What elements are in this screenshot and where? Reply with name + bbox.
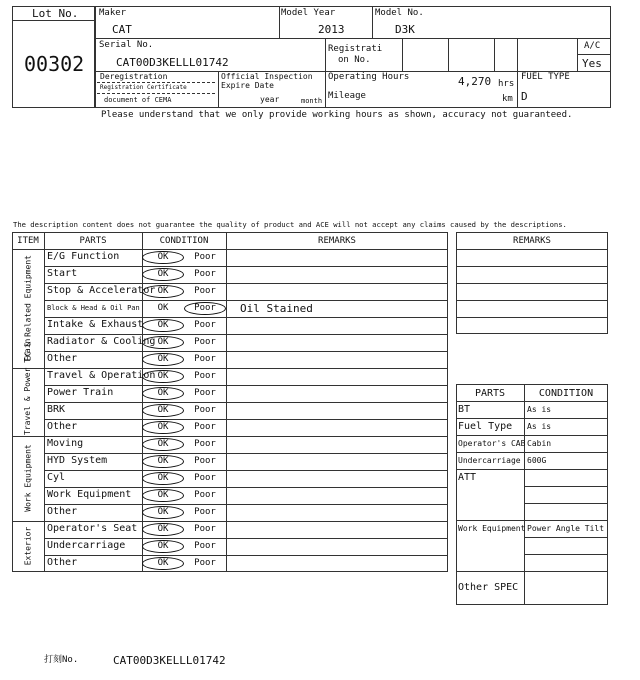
model-no-value: D3K (395, 23, 415, 36)
condition-row (44, 351, 448, 368)
spec-condition: 600G (527, 456, 547, 465)
part-name: BRK (47, 404, 66, 415)
km-unit: km (502, 94, 513, 104)
ok-option[interactable]: OK (157, 456, 169, 466)
selected-circle (142, 557, 184, 570)
part-name: Block & Head & Oil Pan (47, 304, 140, 312)
hrs-unit: hrs (498, 79, 515, 89)
selected-circle (142, 336, 184, 349)
document-of-cema-label: document of CEMA (104, 96, 172, 104)
part-name: HYD System (47, 455, 108, 466)
model-year-value: 2013 (318, 23, 345, 36)
poor-option[interactable]: Poor (194, 269, 216, 279)
poor-option[interactable]: Poor (194, 541, 216, 551)
selected-circle (142, 472, 184, 485)
part-name: Undercarriage (47, 540, 126, 551)
ok-option[interactable]: OK (157, 388, 169, 398)
lot-number: 00302 (24, 52, 85, 76)
part-name: Other (47, 557, 78, 568)
fuel-type-value: D (521, 90, 528, 103)
group-label: Exterior (23, 526, 32, 565)
poor-option[interactable]: Poor (194, 507, 216, 517)
model-no-label: Model No. (375, 8, 424, 18)
registration-no-label-2: on No. (338, 55, 371, 65)
spec-condition: Cabin (527, 439, 552, 448)
description-disclaimer: The description content does not guarantee the quality of product and ACE will not accept any claims caused by the descriptions. (13, 220, 567, 229)
spec-condition: As is (527, 405, 552, 414)
condition-row (44, 402, 448, 419)
spec-part: BT (458, 404, 471, 415)
registration-certificate-label: Registration Certificate (100, 84, 187, 91)
selected-circle (142, 353, 184, 366)
poor-option[interactable]: Poor (194, 286, 216, 296)
part-name: Other (47, 353, 78, 364)
selected-circle (142, 438, 184, 451)
poor-option[interactable]: Poor (194, 456, 216, 466)
selected-circle (142, 489, 184, 502)
spec-part: Operator's CAB (458, 439, 526, 448)
selected-circle (142, 319, 184, 332)
condition-row (44, 419, 448, 436)
poor-option[interactable]: Poor (194, 558, 216, 568)
selected-circle (142, 285, 184, 298)
poor-option[interactable]: Poor (194, 405, 216, 415)
selected-circle (142, 506, 184, 519)
operating-hours-label: Operating Hours (328, 72, 410, 82)
part-name: Intake & Exhaust (47, 319, 144, 330)
engraving-value: CAT00D3KELLL01742 (113, 654, 226, 667)
maker-value: CAT (112, 23, 132, 36)
spec-condition: As is (527, 422, 552, 431)
condition-row (44, 470, 448, 487)
operating-hours-value: 4,270 (458, 75, 492, 88)
selected-circle (142, 421, 184, 434)
ok-option[interactable]: OK (157, 320, 169, 330)
spec-condition: Power Angle Tilt (527, 524, 605, 533)
ok-option[interactable]: OK (157, 371, 169, 381)
ok-option[interactable]: OK (157, 269, 169, 279)
poor-option[interactable]: Poor (194, 490, 216, 500)
remark-text: Oil Stained (240, 302, 313, 315)
ok-option[interactable]: OK (157, 303, 169, 313)
ok-option[interactable]: OK (157, 252, 169, 262)
year-label: year (260, 95, 280, 104)
month-label: month (301, 97, 323, 105)
spec-part: Other SPEC (458, 582, 519, 593)
remarks-header: REMARKS (513, 236, 551, 246)
parts-header: PARTS (474, 388, 506, 399)
part-name: Other (47, 506, 78, 517)
poor-option[interactable]: Poor (194, 439, 216, 449)
spec-part: ATT (458, 472, 477, 483)
poor-option[interactable]: Poor (194, 371, 216, 381)
condition-row (44, 504, 448, 521)
model-year-label: Model Year (281, 8, 336, 18)
poor-option[interactable]: Poor (194, 524, 216, 534)
spec-part: Fuel Type (458, 421, 513, 432)
part-name: Power Train (47, 387, 114, 398)
part-name: Work Equipment (47, 489, 132, 500)
selected-circle (142, 387, 184, 400)
ac-value: Yes (582, 57, 602, 70)
engraving-label: 打刻No. (44, 655, 79, 665)
selected-circle (142, 268, 184, 281)
ok-option[interactable]: OK (157, 507, 169, 517)
part-name: E/G Function (47, 251, 120, 262)
group-label: EG & Related Equipment (23, 254, 32, 361)
fuel-type-label: FUEL TYPE (521, 72, 570, 82)
ok-option[interactable]: OK (157, 439, 169, 449)
condition-row (44, 555, 448, 572)
selected-circle (142, 523, 184, 536)
official-inspection-label-1: Official Inspection (221, 72, 313, 81)
selected-circle (142, 540, 184, 553)
selected-circle (142, 251, 184, 264)
ok-option[interactable]: OK (157, 405, 169, 415)
ok-option[interactable]: OK (157, 354, 169, 364)
ok-option[interactable]: OK (157, 473, 169, 483)
header-item: ITEM (17, 236, 39, 246)
selected-circle (142, 404, 184, 417)
mileage-label: Mileage (328, 91, 366, 101)
registration-no-label-1: Registrati (328, 44, 383, 54)
poor-option[interactable]: Poor (194, 422, 216, 432)
hours-note: Please understand that we only provide working hours as shown, accuracy not guaranteed. (101, 110, 573, 120)
ok-option[interactable]: OK (157, 541, 169, 551)
header-condition: CONDITION (159, 236, 209, 246)
serial-no-label: Serial No. (99, 40, 154, 50)
part-name: Moving (47, 438, 84, 449)
ok-option[interactable]: OK (157, 558, 169, 568)
part-name: Operator's Seat (47, 523, 138, 534)
poor-option[interactable]: Poor (194, 337, 216, 347)
deregistration-label: Deregistration (100, 72, 168, 81)
poor-option[interactable]: Poor (194, 320, 216, 330)
condition-header: CONDITION (538, 388, 594, 399)
ac-label: A/C (584, 41, 601, 51)
poor-option[interactable]: Poor (194, 388, 216, 398)
poor-option[interactable]: Poor (194, 252, 216, 262)
poor-option[interactable]: Poor (194, 303, 216, 313)
ok-option[interactable]: OK (157, 286, 169, 296)
condition-row (44, 266, 448, 283)
ok-option[interactable]: OK (157, 490, 169, 500)
part-name: Travel & Operation (47, 370, 156, 381)
official-inspection-label-2: Expire Date (221, 81, 274, 90)
condition-row (44, 436, 448, 453)
spec-part: Undercarriage (458, 456, 521, 465)
spec-part: Work Equipment (458, 524, 526, 533)
part-name: Start (47, 268, 78, 279)
ok-option[interactable]: OK (157, 422, 169, 432)
part-name: Radiator & Cooling (47, 336, 156, 347)
selected-circle (142, 455, 184, 468)
serial-no-value: CAT00D3KELLL01742 (116, 56, 229, 69)
header-remarks: REMARKS (318, 236, 356, 246)
selected-circle (142, 370, 184, 383)
ok-option[interactable]: OK (157, 524, 169, 534)
selected-circle (184, 302, 226, 315)
poor-option[interactable]: Poor (194, 354, 216, 364)
ok-option[interactable]: OK (157, 337, 169, 347)
part-name: Stop & Accelerator (47, 285, 156, 296)
lot-no-label: Lot No. (32, 7, 79, 20)
poor-option[interactable]: Poor (194, 473, 216, 483)
maker-label: Maker (99, 8, 127, 18)
group-label: Work Equipment (23, 443, 32, 512)
group-label: Travel & Power Train (23, 338, 32, 435)
part-name: Other (47, 421, 78, 432)
part-name: Cyl (47, 472, 66, 483)
header-parts: PARTS (79, 236, 107, 246)
